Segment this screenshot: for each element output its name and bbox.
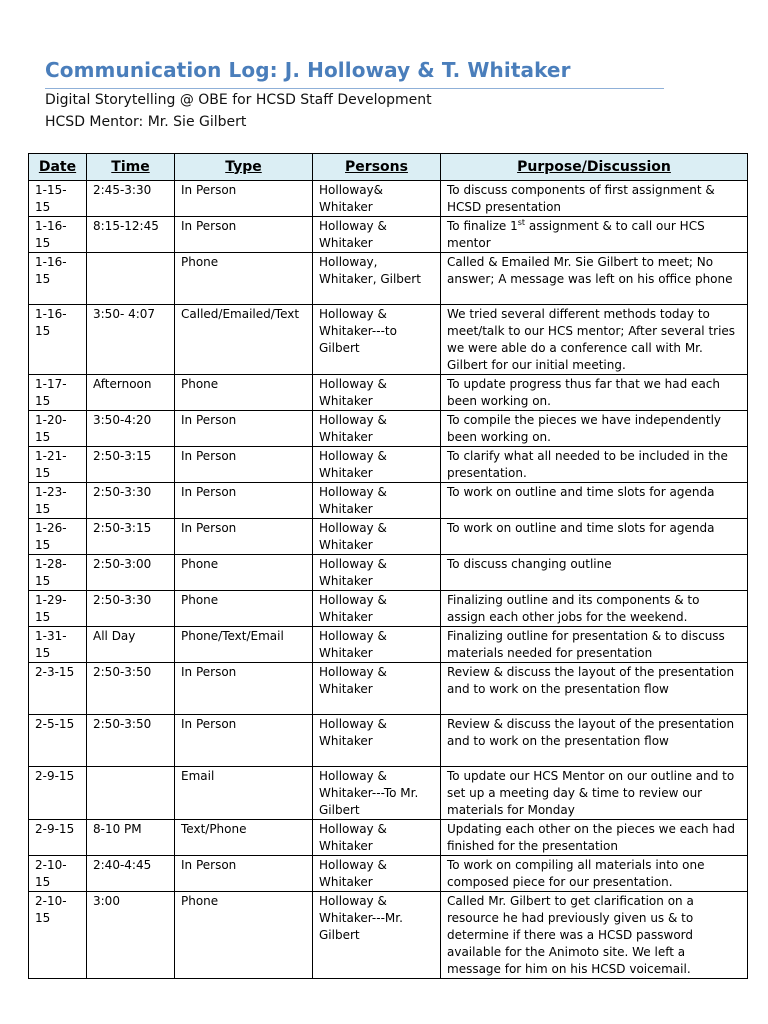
cell-date: 1-16-15 bbox=[29, 305, 87, 375]
cell-type: Phone/Text/Email bbox=[175, 627, 313, 663]
table-row bbox=[29, 767, 748, 820]
cell-time: 2:40-4:45 bbox=[87, 856, 175, 892]
cell-persons: Holloway & Whitaker bbox=[313, 591, 441, 627]
cell-persons: Holloway & Whitaker bbox=[313, 217, 441, 253]
cell-date: 1-23-15 bbox=[29, 483, 87, 519]
cell-purpose: Review & discuss the layout of the presentation and to work on the presentation flow bbox=[441, 663, 748, 715]
cell-time: 2:50-3:00 bbox=[87, 555, 175, 591]
cell-type: Phone bbox=[175, 555, 313, 591]
cell-type: In Person bbox=[175, 411, 313, 447]
cell-time: 2:50-3:15 bbox=[87, 519, 175, 555]
header-type: Type bbox=[175, 154, 313, 181]
cell-type: In Person bbox=[175, 217, 313, 253]
cell-date: 1-29-15 bbox=[29, 591, 87, 627]
cell-persons: Holloway & Whitaker bbox=[313, 663, 441, 715]
cell-persons: Holloway, Whitaker, Gilbert bbox=[313, 253, 441, 305]
table-row bbox=[29, 181, 748, 217]
cell-date: 2-10-15 bbox=[29, 856, 87, 892]
table-row bbox=[29, 627, 748, 663]
table-row bbox=[29, 447, 748, 483]
cell-type: Text/Phone bbox=[175, 820, 313, 856]
table-row bbox=[29, 483, 748, 519]
cell-purpose: To update progress thus far that we had each been working on. bbox=[441, 375, 748, 411]
cell-type: Phone bbox=[175, 591, 313, 627]
cell-type: Email bbox=[175, 767, 313, 820]
cell-persons: Holloway & Whitaker bbox=[313, 375, 441, 411]
cell-persons: Holloway & Whitaker---to Gilbert bbox=[313, 305, 441, 375]
cell-time: 2:50-3:50 bbox=[87, 663, 175, 715]
subtitle-mentor: HCSD Mentor: Mr. Sie Gilbert bbox=[45, 114, 247, 130]
cell-purpose: Updating each other on the pieces we each had finished for the presentation bbox=[441, 820, 748, 856]
cell-persons: Holloway & Whitaker bbox=[313, 856, 441, 892]
cell-persons: Holloway & Whitaker---To Mr. Gilbert bbox=[313, 767, 441, 820]
table-row bbox=[29, 663, 748, 715]
cell-date: 2-10-15 bbox=[29, 892, 87, 979]
cell-date: 1-31-15 bbox=[29, 627, 87, 663]
cell-time: 2:50-3:15 bbox=[87, 447, 175, 483]
cell-date: 2-5-15 bbox=[29, 715, 87, 767]
cell-type: Phone bbox=[175, 375, 313, 411]
table-row bbox=[29, 217, 748, 253]
header-purpose: Purpose/Discussion bbox=[441, 154, 748, 181]
table-row bbox=[29, 856, 748, 892]
communication-log-table bbox=[28, 153, 748, 979]
cell-date: 1-16-15 bbox=[29, 253, 87, 305]
cell-time: 2:45-3:30 bbox=[87, 181, 175, 217]
cell-type: In Person bbox=[175, 715, 313, 767]
cell-persons: Holloway & Whitaker bbox=[313, 627, 441, 663]
cell-type: In Person bbox=[175, 663, 313, 715]
cell-purpose: Finalizing outline for presentation & to discuss materials needed for presentation bbox=[441, 627, 748, 663]
cell-purpose: We tried several different methods today to meet/talk to our HCS mentor; After several tries we were able do a conference call with Mr. Gilbert for our initial meeting. bbox=[441, 305, 748, 375]
cell-purpose: To discuss changing outline bbox=[441, 555, 748, 591]
cell-time: 8:15-12:45 bbox=[87, 217, 175, 253]
cell-date: 1-26-15 bbox=[29, 519, 87, 555]
cell-purpose: To work on compiling all materials into one composed piece for our presentation. bbox=[441, 856, 748, 892]
cell-persons: Holloway & Whitaker bbox=[313, 447, 441, 483]
table-row bbox=[29, 591, 748, 627]
cell-date: 1-20-15 bbox=[29, 411, 87, 447]
cell-date: 2-9-15 bbox=[29, 767, 87, 820]
cell-date: 1-28-15 bbox=[29, 555, 87, 591]
cell-time bbox=[87, 253, 175, 305]
cell-time: 3:00 bbox=[87, 892, 175, 979]
cell-date: 1-16-15 bbox=[29, 217, 87, 253]
table-row bbox=[29, 715, 748, 767]
cell-date: 2-9-15 bbox=[29, 820, 87, 856]
cell-persons: Holloway & Whitaker bbox=[313, 411, 441, 447]
table-row bbox=[29, 305, 748, 375]
cell-date: 1-15-15 bbox=[29, 181, 87, 217]
table-header-row bbox=[29, 154, 748, 181]
cell-time: 2:50-3:30 bbox=[87, 591, 175, 627]
cell-date: 1-17-15 bbox=[29, 375, 87, 411]
cell-time: 3:50- 4:07 bbox=[87, 305, 175, 375]
cell-persons: Holloway & Whitaker bbox=[313, 820, 441, 856]
cell-persons: Holloway & Whitaker bbox=[313, 519, 441, 555]
cell-date: 2-3-15 bbox=[29, 663, 87, 715]
cell-purpose: To finalize 1st assignment & to call our HCS mentor bbox=[441, 217, 748, 253]
table-row bbox=[29, 411, 748, 447]
cell-time: 2:50-3:30 bbox=[87, 483, 175, 519]
cell-date: 1-21-15 bbox=[29, 447, 87, 483]
table-row bbox=[29, 519, 748, 555]
cell-purpose: To update our HCS Mentor on our outline and to set up a meeting day & time to review our materials for Monday bbox=[441, 767, 748, 820]
cell-type: In Person bbox=[175, 447, 313, 483]
cell-persons: Holloway& Whitaker bbox=[313, 181, 441, 217]
cell-time: Afternoon bbox=[87, 375, 175, 411]
cell-purpose: To compile the pieces we have independently been working on. bbox=[441, 411, 748, 447]
cell-purpose: Finalizing outline and its components & to assign each other jobs for the weekend. bbox=[441, 591, 748, 627]
table-row bbox=[29, 253, 748, 305]
table-row bbox=[29, 375, 748, 411]
table-row bbox=[29, 892, 748, 979]
cell-time: 3:50-4:20 bbox=[87, 411, 175, 447]
table-row bbox=[29, 820, 748, 856]
cell-persons: Holloway & Whitaker bbox=[313, 555, 441, 591]
cell-type: Phone bbox=[175, 892, 313, 979]
cell-time: All Day bbox=[87, 627, 175, 663]
cell-persons: Holloway & Whitaker---Mr. Gilbert bbox=[313, 892, 441, 979]
cell-purpose: To discuss components of first assignment & HCSD presentation bbox=[441, 181, 748, 217]
cell-type: In Person bbox=[175, 519, 313, 555]
cell-purpose: To clarify what all needed to be included in the presentation. bbox=[441, 447, 748, 483]
cell-purpose: Review & discuss the layout of the presentation and to work on the presentation flow bbox=[441, 715, 748, 767]
title-divider bbox=[45, 88, 664, 89]
cell-persons: Holloway & Whitaker bbox=[313, 483, 441, 519]
header-date: Date bbox=[29, 154, 87, 181]
cell-time: 2:50-3:50 bbox=[87, 715, 175, 767]
cell-purpose: Called & Emailed Mr. Sie Gilbert to meet; No answer; A message was left on his office phone bbox=[441, 253, 748, 305]
header-persons: Persons bbox=[313, 154, 441, 181]
cell-time bbox=[87, 767, 175, 820]
cell-type: In Person bbox=[175, 181, 313, 217]
cell-type: In Person bbox=[175, 483, 313, 519]
cell-type: In Person bbox=[175, 856, 313, 892]
cell-purpose: To work on outline and time slots for agenda bbox=[441, 483, 748, 519]
table-row bbox=[29, 555, 748, 591]
cell-type: Called/Emailed/Text bbox=[175, 305, 313, 375]
cell-persons: Holloway & Whitaker bbox=[313, 715, 441, 767]
cell-purpose: Called Mr. Gilbert to get clarification on a resource he had previously given us & to determine if there was a HCSD password available for the Animoto site. We left a message for him on his HCSD voicemail. bbox=[441, 892, 748, 979]
cell-type: Phone bbox=[175, 253, 313, 305]
cell-time: 8-10 PM bbox=[87, 820, 175, 856]
page-title: Communication Log: J. Holloway & T. Whitaker bbox=[45, 58, 571, 82]
cell-purpose: To work on outline and time slots for agenda bbox=[441, 519, 748, 555]
header-time: Time bbox=[87, 154, 175, 181]
subtitle-project: Digital Storytelling @ OBE for HCSD Staff Development bbox=[45, 92, 432, 108]
